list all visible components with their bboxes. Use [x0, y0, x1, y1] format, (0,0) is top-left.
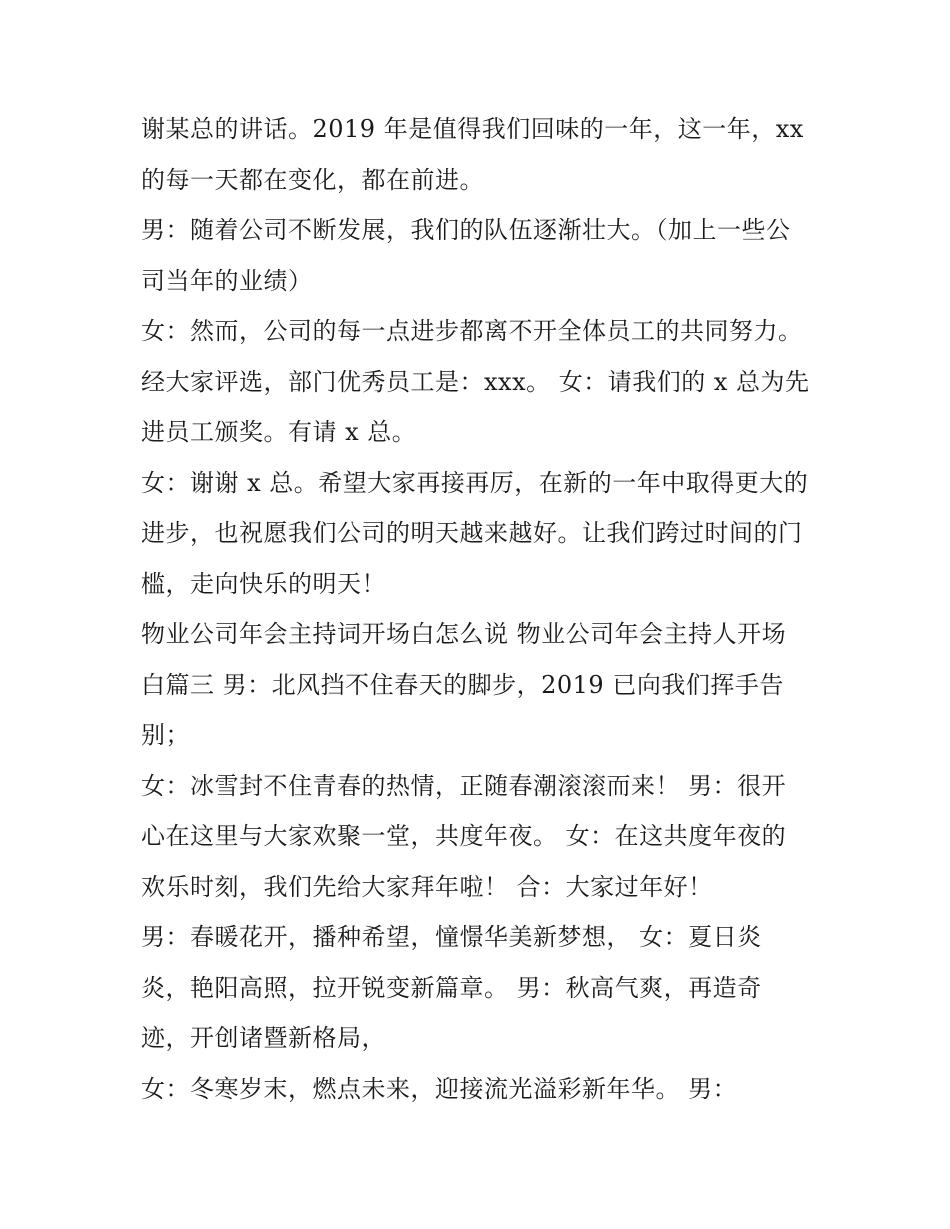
text-line: 欢乐时刻，我们先给大家拜年啦！ 合：大家过年好！ [141, 872, 713, 901]
text-line: 女：谢谢 x 总。希望大家再接再厉，在新的一年中取得更大的 [141, 468, 809, 497]
text-line: 迹，开创诸暨新格局， [141, 1024, 386, 1052]
text-line: 女：然而，公司的每一点进步都离不开全体员工的共同努力。 [141, 317, 803, 345]
text-line: 进员工颁奖。有请 x 总。 [141, 418, 417, 446]
text-line: 司当年的业绩） [141, 266, 313, 295]
text-line: 女：冰雪封不住青春的热情，正随春潮滚滚而来！ 男：很开 [141, 771, 787, 800]
text-line: 进步，也祝愿我们公司的明天越来越好。让我们跨过时间的门 [141, 519, 803, 547]
document-body [141, 104, 841, 1114]
text-line: 的每一天都在变化，都在前进。 [141, 165, 484, 194]
text-line: 男：春暖花开，播种希望，憧憬华美新梦想， 女：夏日炎 [141, 923, 762, 951]
text-line: 男：随着公司不断发展，我们的队伍逐渐壮大。（加上一些公 [141, 216, 791, 244]
text-line: 白篇三 男：北风挡不住春天的脚步，2019 已向我们挥手告 [141, 670, 784, 699]
text-line: 物业公司年会主持词开场白怎么说 物业公司年会主持人开场 [141, 620, 787, 648]
text-line: 别； [141, 721, 190, 749]
text-line: 经大家评选，部门优秀员工是：xxx。 女：请我们的 x 总为先 [141, 367, 810, 396]
text-line: 谢某总的讲话。2019 年是值得我们回味的一年，这一年，xx [141, 115, 804, 143]
text-line: 炎，艳阳高照，拉开锐变新篇章。 男：秋高气爽，再造奇 [141, 973, 762, 1002]
text-line: 心在这里与大家欢聚一堂，共度年夜。 女：在这共度年夜的 [141, 822, 787, 850]
text-line: 女：冬寒岁末，燃点未来，迎接流光溢彩新年华。 男： [141, 1074, 738, 1103]
text-line: 槛，走向快乐的明天！ [141, 569, 386, 598]
